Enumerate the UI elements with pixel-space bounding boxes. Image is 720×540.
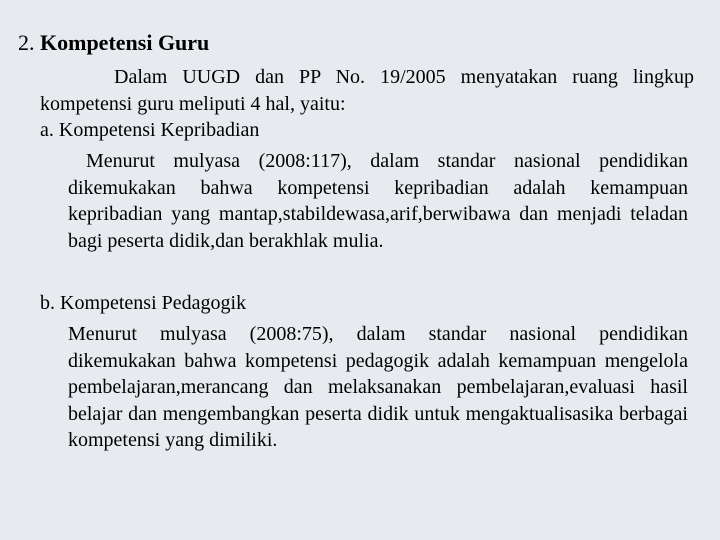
section-title: Kompetensi Guru bbox=[40, 30, 210, 55]
paragraph-pedagogik: Menurut mulyasa (2008:75), dalam standar nasional pendidikan dikemukakan bahwa kompetensi pedagogik adalah kemampuan mengelola pembelajaran,merancang dan melaksanakan pembelajaran,evaluasi hasil belajar dan mengembangkan peserta didik untuk mengaktualisasika berbagai kompetensi yang dimiliki. bbox=[68, 323, 688, 451]
subheading-kepribadian: a. Kompetensi Kepribadian bbox=[40, 119, 260, 141]
paragraph-kepribadian: Menurut mulyasa (2008:117), dalam standar nasional pendidikan dikemukakan bahwa kompetensi kepribadian adalah kemampuan kepribadian yang mantap,stabildewasa,arif,berwibawa dan menjadi teladan bagi peserta didik,dan berakhlak mulia. bbox=[68, 150, 688, 252]
subheading-pedagogik: b. Kompetensi Pedagogik bbox=[40, 292, 247, 314]
section-heading bbox=[18, 29, 209, 57]
intro-paragraph: Dalam UUGD dan PP No. 19/2005 menyatakan ruang lingkup kompetensi guru meliputi 4 hal, yaitu: bbox=[40, 66, 694, 115]
section-number: 2. bbox=[18, 30, 35, 55]
